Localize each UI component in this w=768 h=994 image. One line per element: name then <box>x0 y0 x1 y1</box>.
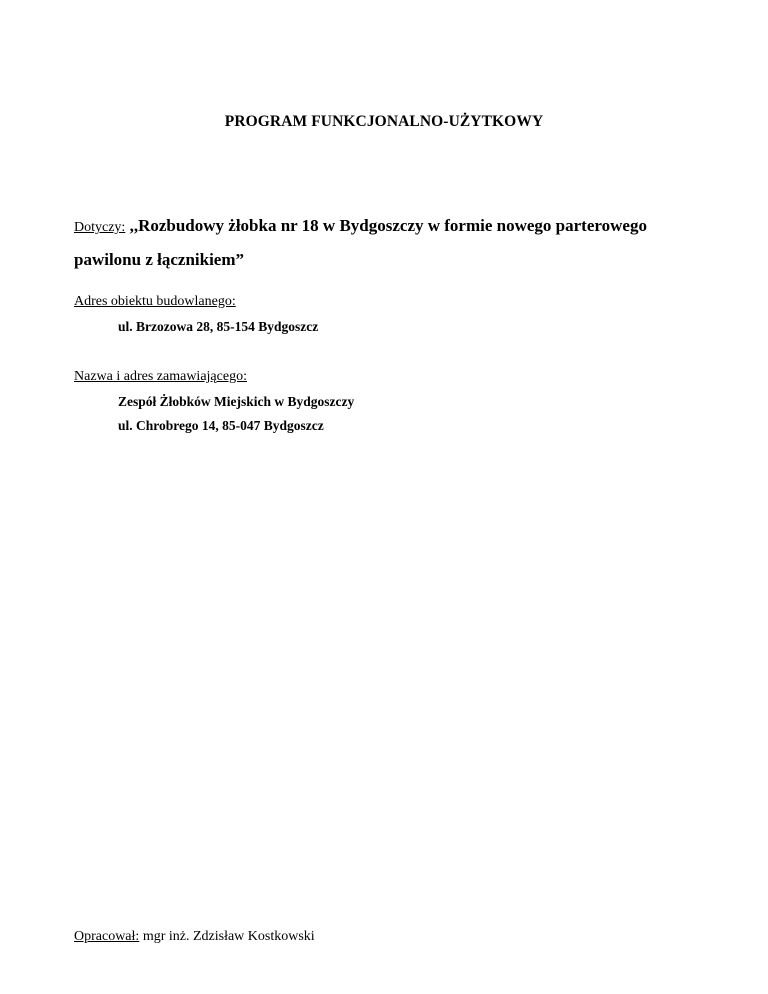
building-address-line: ul. Brzozowa 28, 85-154 Bydgoszcz <box>118 319 319 334</box>
client-address: ul. Chrobrego 14, 85-047 Bydgoszcz <box>118 418 324 433</box>
building-address-label: Adres obiektu budowlanego: <box>74 294 236 309</box>
subject-text: ,,Rozbudowy żłobka nr 18 w Bydgoszczy w formie nowego parterowego pawilonu z łącznikiem” <box>74 216 647 269</box>
document-title: PROGRAM FUNKCJONALNO-UŻYTKOWY <box>224 113 544 130</box>
author-name: mgr inż. Zdzisław Kostkowski <box>142 929 315 944</box>
author-label: Opracował: <box>74 929 140 944</box>
client-name: Zespół Żłobków Miejskich w Bydgoszczy <box>118 394 355 409</box>
author-section <box>74 929 315 945</box>
subject-section <box>74 210 714 276</box>
client-label: Nazwa i adres zamawiającego: <box>74 369 247 384</box>
subject-label: Dotyczy: <box>74 220 126 235</box>
